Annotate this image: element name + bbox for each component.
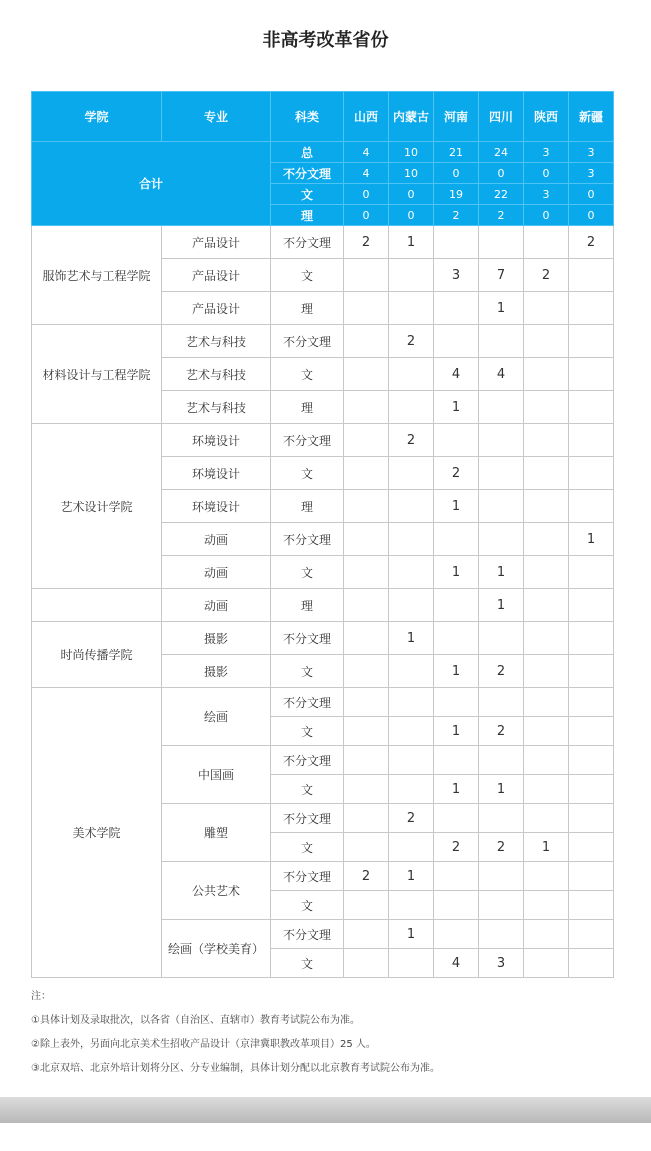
count-cell bbox=[344, 746, 389, 775]
count-cell bbox=[344, 424, 389, 457]
count-cell bbox=[344, 775, 389, 804]
summary-cell: 19 bbox=[434, 184, 479, 205]
count-cell bbox=[479, 804, 524, 833]
major-cell: 产品设计 bbox=[162, 226, 271, 259]
count-cell bbox=[569, 292, 614, 325]
count-cell bbox=[569, 746, 614, 775]
count-cell bbox=[569, 259, 614, 292]
count-cell bbox=[434, 325, 479, 358]
count-cell bbox=[389, 949, 434, 978]
page-title: 非高考改革省份 bbox=[262, 30, 389, 51]
table-row bbox=[32, 622, 614, 655]
count-cell bbox=[389, 688, 434, 717]
count-cell bbox=[344, 358, 389, 391]
count-cell bbox=[434, 226, 479, 259]
count-cell: 1 bbox=[479, 556, 524, 589]
college-cell: 艺术设计学院 bbox=[32, 424, 162, 589]
type-cell: 理 bbox=[271, 490, 344, 523]
type-cell: 文 bbox=[271, 259, 344, 292]
major-cell: 绘画 bbox=[162, 688, 271, 746]
header-province: 河南 bbox=[434, 92, 479, 142]
count-cell: 3 bbox=[434, 259, 479, 292]
count-cell bbox=[344, 655, 389, 688]
header-major: 专业 bbox=[162, 92, 271, 142]
summary-cell: 3 bbox=[569, 142, 614, 163]
college-cell bbox=[32, 589, 162, 622]
count-cell: 2 bbox=[524, 259, 569, 292]
summary-cell: 0 bbox=[389, 205, 434, 226]
count-cell: 2 bbox=[344, 862, 389, 891]
summary-cell: 2 bbox=[479, 205, 524, 226]
count-cell: 1 bbox=[434, 717, 479, 746]
count-cell bbox=[389, 655, 434, 688]
count-cell bbox=[569, 589, 614, 622]
summary-cell: 0 bbox=[344, 184, 389, 205]
summary-cell: 4 bbox=[344, 142, 389, 163]
count-cell bbox=[344, 523, 389, 556]
count-cell bbox=[569, 655, 614, 688]
count-cell bbox=[524, 655, 569, 688]
count-cell: 1 bbox=[389, 920, 434, 949]
count-cell bbox=[569, 556, 614, 589]
count-cell bbox=[524, 622, 569, 655]
count-cell bbox=[569, 949, 614, 978]
summary-cell: 0 bbox=[524, 205, 569, 226]
summary-cell: 0 bbox=[524, 163, 569, 184]
college-cell: 时尚传播学院 bbox=[32, 622, 162, 688]
major-cell: 艺术与科技 bbox=[162, 358, 271, 391]
count-cell bbox=[569, 920, 614, 949]
type-cell: 不分文理 bbox=[271, 862, 344, 891]
count-cell bbox=[434, 891, 479, 920]
count-cell bbox=[479, 920, 524, 949]
count-cell bbox=[479, 490, 524, 523]
count-cell: 2 bbox=[389, 424, 434, 457]
count-cell bbox=[479, 688, 524, 717]
table-row bbox=[32, 325, 614, 358]
type-cell: 文 bbox=[271, 949, 344, 978]
count-cell bbox=[344, 717, 389, 746]
count-cell bbox=[524, 746, 569, 775]
count-cell bbox=[479, 325, 524, 358]
type-cell: 不分文理 bbox=[271, 746, 344, 775]
summary-cell: 0 bbox=[434, 163, 479, 184]
count-cell bbox=[524, 949, 569, 978]
count-cell bbox=[389, 490, 434, 523]
count-cell bbox=[434, 862, 479, 891]
summary-cell: 21 bbox=[434, 142, 479, 163]
summary-row bbox=[32, 142, 614, 163]
count-cell: 1 bbox=[434, 556, 479, 589]
count-cell bbox=[389, 457, 434, 490]
count-cell bbox=[524, 804, 569, 833]
type-cell: 理 bbox=[271, 292, 344, 325]
count-cell: 2 bbox=[389, 325, 434, 358]
type-cell: 不分文理 bbox=[271, 688, 344, 717]
summary-type: 理 bbox=[271, 205, 344, 226]
count-cell bbox=[524, 325, 569, 358]
summary-label: 合计 bbox=[32, 142, 271, 226]
count-cell bbox=[434, 746, 479, 775]
count-cell bbox=[569, 717, 614, 746]
count-cell bbox=[569, 804, 614, 833]
count-cell bbox=[344, 391, 389, 424]
type-cell: 文 bbox=[271, 655, 344, 688]
table-row bbox=[32, 424, 614, 457]
count-cell bbox=[434, 920, 479, 949]
count-cell: 2 bbox=[479, 717, 524, 746]
count-cell bbox=[524, 589, 569, 622]
count-cell bbox=[344, 891, 389, 920]
count-cell bbox=[389, 589, 434, 622]
major-cell: 动画 bbox=[162, 556, 271, 589]
count-cell bbox=[479, 622, 524, 655]
count-cell bbox=[389, 556, 434, 589]
count-cell: 1 bbox=[434, 490, 479, 523]
count-cell bbox=[434, 622, 479, 655]
count-cell bbox=[569, 862, 614, 891]
count-cell bbox=[479, 226, 524, 259]
count-cell bbox=[389, 775, 434, 804]
summary-cell: 0 bbox=[389, 184, 434, 205]
major-cell: 产品设计 bbox=[162, 292, 271, 325]
college-cell: 美术学院 bbox=[32, 688, 162, 978]
major-cell: 环境设计 bbox=[162, 490, 271, 523]
count-cell bbox=[569, 391, 614, 424]
summary-cell: 0 bbox=[569, 184, 614, 205]
major-cell: 雕塑 bbox=[162, 804, 271, 862]
count-cell bbox=[524, 523, 569, 556]
count-cell: 2 bbox=[479, 833, 524, 862]
count-cell bbox=[434, 292, 479, 325]
count-cell bbox=[524, 457, 569, 490]
count-cell: 1 bbox=[479, 589, 524, 622]
header-province: 内蒙古 bbox=[389, 92, 434, 142]
count-cell: 2 bbox=[434, 457, 479, 490]
header-province: 新疆 bbox=[569, 92, 614, 142]
plan-body bbox=[32, 226, 614, 978]
count-cell: 1 bbox=[389, 862, 434, 891]
type-cell: 文 bbox=[271, 717, 344, 746]
count-cell: 1 bbox=[389, 226, 434, 259]
count-cell: 1 bbox=[434, 655, 479, 688]
count-cell bbox=[524, 424, 569, 457]
count-cell: 1 bbox=[434, 775, 479, 804]
count-cell bbox=[389, 891, 434, 920]
summary-type: 总 bbox=[271, 142, 344, 163]
count-cell: 2 bbox=[344, 226, 389, 259]
count-cell bbox=[524, 556, 569, 589]
count-cell bbox=[569, 358, 614, 391]
footer-bar bbox=[0, 1097, 651, 1123]
count-cell bbox=[434, 523, 479, 556]
summary-type: 不分文理 bbox=[271, 163, 344, 184]
type-cell: 文 bbox=[271, 891, 344, 920]
count-cell bbox=[344, 325, 389, 358]
count-cell bbox=[344, 920, 389, 949]
count-cell bbox=[569, 622, 614, 655]
major-cell: 动画 bbox=[162, 589, 271, 622]
notes-heading: 注： bbox=[31, 991, 51, 1002]
type-cell: 不分文理 bbox=[271, 424, 344, 457]
type-cell: 文 bbox=[271, 358, 344, 391]
header-province: 陕西 bbox=[524, 92, 569, 142]
summary-cell: 10 bbox=[389, 163, 434, 184]
count-cell: 2 bbox=[434, 833, 479, 862]
count-cell bbox=[524, 226, 569, 259]
count-cell bbox=[389, 833, 434, 862]
table-row bbox=[32, 688, 614, 717]
note-item: ②除上表外，另面向北京美术生招收产品设计（京津冀职教改革项目）25 人。 bbox=[31, 1039, 376, 1050]
type-cell: 文 bbox=[271, 457, 344, 490]
count-cell bbox=[524, 292, 569, 325]
count-cell bbox=[524, 920, 569, 949]
table-row bbox=[32, 226, 614, 259]
summary-cell: 0 bbox=[344, 205, 389, 226]
count-cell: 1 bbox=[479, 292, 524, 325]
summary-section bbox=[32, 142, 614, 226]
major-cell: 摄影 bbox=[162, 622, 271, 655]
enrollment-plan-table bbox=[31, 91, 614, 978]
summary-cell: 0 bbox=[569, 205, 614, 226]
count-cell bbox=[434, 804, 479, 833]
type-cell: 不分文理 bbox=[271, 920, 344, 949]
count-cell bbox=[524, 775, 569, 804]
count-cell bbox=[389, 292, 434, 325]
major-cell: 产品设计 bbox=[162, 259, 271, 292]
count-cell bbox=[479, 891, 524, 920]
count-cell bbox=[569, 424, 614, 457]
summary-cell: 0 bbox=[479, 163, 524, 184]
type-cell: 不分文理 bbox=[271, 523, 344, 556]
count-cell bbox=[389, 717, 434, 746]
count-cell bbox=[524, 391, 569, 424]
count-cell: 1 bbox=[569, 523, 614, 556]
count-cell: 1 bbox=[524, 833, 569, 862]
type-cell: 不分文理 bbox=[271, 622, 344, 655]
major-cell: 摄影 bbox=[162, 655, 271, 688]
type-cell: 文 bbox=[271, 775, 344, 804]
count-cell bbox=[479, 746, 524, 775]
count-cell bbox=[479, 457, 524, 490]
count-cell bbox=[569, 833, 614, 862]
count-cell bbox=[569, 325, 614, 358]
summary-cell: 22 bbox=[479, 184, 524, 205]
count-cell bbox=[344, 259, 389, 292]
type-cell: 文 bbox=[271, 833, 344, 862]
count-cell bbox=[524, 717, 569, 746]
count-cell bbox=[569, 775, 614, 804]
count-cell: 4 bbox=[434, 358, 479, 391]
major-cell: 动画 bbox=[162, 523, 271, 556]
count-cell bbox=[479, 391, 524, 424]
note-item: ③北京双培、北京外培计划将分区、分专业编制，具体计划分配以北京教育考试院公布为准。 bbox=[31, 1063, 440, 1074]
count-cell bbox=[389, 358, 434, 391]
count-cell bbox=[569, 891, 614, 920]
summary-cell: 3 bbox=[524, 184, 569, 205]
summary-cell: 24 bbox=[479, 142, 524, 163]
major-cell: 艺术与科技 bbox=[162, 391, 271, 424]
count-cell bbox=[524, 358, 569, 391]
note-item: ①具体计划及录取批次，以各省（自治区、直辖市）教育考试院公布为准。 bbox=[31, 1015, 360, 1026]
count-cell bbox=[479, 862, 524, 891]
major-cell: 环境设计 bbox=[162, 457, 271, 490]
count-cell bbox=[344, 490, 389, 523]
type-cell: 不分文理 bbox=[271, 325, 344, 358]
count-cell: 7 bbox=[479, 259, 524, 292]
count-cell bbox=[569, 490, 614, 523]
type-cell: 不分文理 bbox=[271, 226, 344, 259]
count-cell: 4 bbox=[479, 358, 524, 391]
type-cell: 理 bbox=[271, 391, 344, 424]
count-cell bbox=[479, 523, 524, 556]
count-cell bbox=[344, 556, 389, 589]
count-cell bbox=[344, 949, 389, 978]
count-cell bbox=[434, 688, 479, 717]
count-cell bbox=[344, 688, 389, 717]
notes bbox=[31, 985, 621, 1081]
major-cell: 绘画（学校美育） bbox=[162, 920, 271, 978]
count-cell bbox=[479, 424, 524, 457]
table-row bbox=[32, 589, 614, 622]
major-cell: 环境设计 bbox=[162, 424, 271, 457]
count-cell bbox=[389, 746, 434, 775]
count-cell bbox=[524, 862, 569, 891]
count-cell: 2 bbox=[479, 655, 524, 688]
count-cell: 2 bbox=[389, 804, 434, 833]
count-cell: 1 bbox=[479, 775, 524, 804]
summary-type: 文 bbox=[271, 184, 344, 205]
major-cell: 中国画 bbox=[162, 746, 271, 804]
count-cell bbox=[524, 490, 569, 523]
count-cell bbox=[344, 292, 389, 325]
table-header-row bbox=[32, 92, 614, 142]
count-cell: 2 bbox=[569, 226, 614, 259]
count-cell bbox=[434, 424, 479, 457]
count-cell bbox=[344, 457, 389, 490]
college-cell: 材料设计与工程学院 bbox=[32, 325, 162, 424]
summary-cell: 4 bbox=[344, 163, 389, 184]
count-cell bbox=[389, 391, 434, 424]
count-cell bbox=[569, 457, 614, 490]
major-cell: 艺术与科技 bbox=[162, 325, 271, 358]
major-cell: 公共艺术 bbox=[162, 862, 271, 920]
count-cell: 3 bbox=[479, 949, 524, 978]
count-cell bbox=[569, 688, 614, 717]
count-cell: 1 bbox=[434, 391, 479, 424]
summary-cell: 2 bbox=[434, 205, 479, 226]
count-cell bbox=[344, 804, 389, 833]
summary-cell: 10 bbox=[389, 142, 434, 163]
count-cell bbox=[524, 688, 569, 717]
type-cell: 理 bbox=[271, 589, 344, 622]
header-province: 山西 bbox=[344, 92, 389, 142]
type-cell: 文 bbox=[271, 556, 344, 589]
header-type: 科类 bbox=[271, 92, 344, 142]
count-cell: 4 bbox=[434, 949, 479, 978]
count-cell bbox=[344, 833, 389, 862]
count-cell bbox=[344, 589, 389, 622]
count-cell bbox=[389, 523, 434, 556]
summary-cell: 3 bbox=[569, 163, 614, 184]
count-cell bbox=[344, 622, 389, 655]
header-province: 四川 bbox=[479, 92, 524, 142]
count-cell: 1 bbox=[389, 622, 434, 655]
header-college: 学院 bbox=[32, 92, 162, 142]
college-cell: 服饰艺术与工程学院 bbox=[32, 226, 162, 325]
count-cell bbox=[434, 589, 479, 622]
count-cell bbox=[389, 259, 434, 292]
type-cell: 不分文理 bbox=[271, 804, 344, 833]
count-cell bbox=[524, 891, 569, 920]
summary-cell: 3 bbox=[524, 142, 569, 163]
